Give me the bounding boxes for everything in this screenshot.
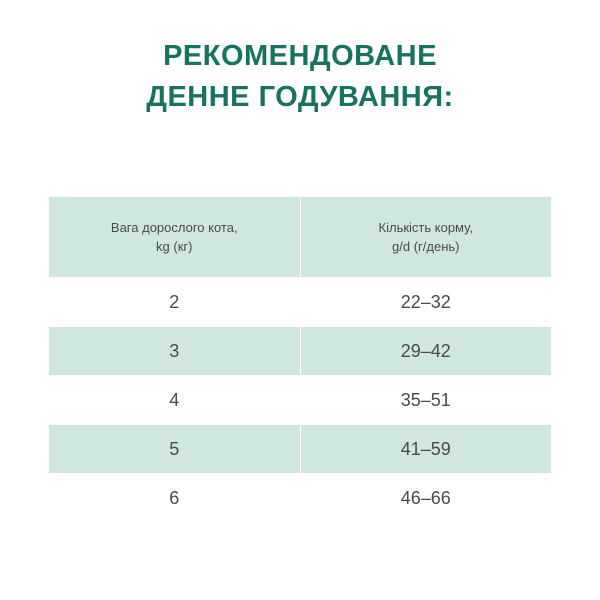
table-row xyxy=(49,376,552,425)
page-title-line-2: ДЕННЕ ГОДУВАННЯ: xyxy=(146,81,454,114)
page-title xyxy=(0,0,600,118)
column-header-amount-line-2: g/d (г/день) xyxy=(392,239,460,254)
column-header-weight-line-2: kg (кг) xyxy=(156,239,193,254)
cell-weight: 5 xyxy=(49,425,301,474)
cell-amount: 35–51 xyxy=(300,376,552,425)
column-header-weight xyxy=(49,197,301,278)
table-row xyxy=(49,327,552,376)
table-header-row xyxy=(49,197,552,278)
column-header-amount xyxy=(300,197,552,278)
cell-weight: 4 xyxy=(49,376,301,425)
table-row xyxy=(49,474,552,523)
cell-amount: 22–32 xyxy=(300,278,552,327)
feeding-table-wrapper xyxy=(48,196,552,523)
table-row xyxy=(49,425,552,474)
feeding-table xyxy=(48,196,552,523)
table-header xyxy=(49,197,552,278)
table-body xyxy=(49,278,552,523)
cell-amount: 29–42 xyxy=(300,327,552,376)
cell-amount: 46–66 xyxy=(300,474,552,523)
table-row xyxy=(49,278,552,327)
column-header-amount-line-1: Кількість корму, xyxy=(378,219,473,235)
cell-weight: 6 xyxy=(49,474,301,523)
cell-amount: 41–59 xyxy=(300,425,552,474)
cell-weight: 2 xyxy=(49,278,301,327)
cell-weight: 3 xyxy=(49,327,301,376)
column-header-weight-line-1: Вага дорослого кота, xyxy=(110,219,238,235)
page-title-line-1: РЕКОМЕНДОВАНЕ xyxy=(163,40,437,72)
